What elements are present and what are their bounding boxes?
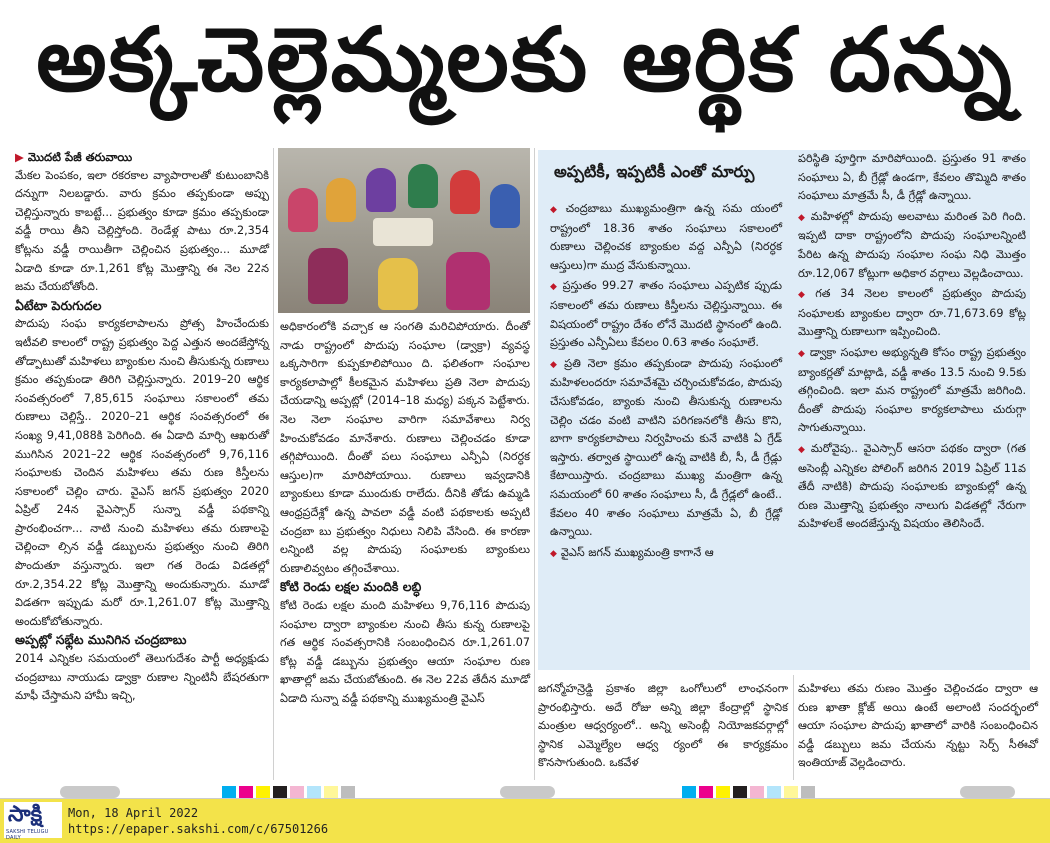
column-divider — [273, 148, 274, 780]
registration-mark — [500, 786, 555, 798]
registration-mark — [60, 786, 120, 798]
headline: అక్కచెల్లెమ్మలకు ఆర్థిక దన్ను — [36, 7, 1014, 111]
column-divider — [534, 148, 535, 780]
registration-mark — [960, 786, 1015, 798]
photo-figure — [446, 252, 490, 310]
paragraph-dwcra-collapse: అధికారంలోకి వచ్చాక ఆ సంగతి మరిచిపోయారు. దీంతో నాడు రాష్ట్రంలో పొదుపు సంఘాల (డ్వాక్రా) వ్యవస్థ ఒక్కసారిగా కుప్పకూలిపోయిం ది. ఫలితంగా సంఘాల కార్యకలాపాల్లో కీలకమైన మహిళలు ప్రతి నెలా పొదుపు చేయడాన్ని అప్పట్లో (2014–18 మధ్య) పక్కన పెట్టేశారు. నెల నెలా సంఘాల వారిగా సమావేశాలు నిర్వ హించుకోవడం మానేశారు. రుణాలు చెల్లించడం కూడా తగ్గిపోయింది. దీంతో పలు సంఘాలు ఎన్పీఏ (నిరర్ధక ఆస్తుల)గా మారిపోయాయి. రుణాలు ఇవ్వడానికి బ్యాంకులు కూడా ముందుకు రాలేదు. దీనికి తోడు ఉమ్మడి ఆంధ్రప్రదేశ్లో ఉన్న పావలా వడ్డీ వంటి పథకాలకు అప్పటి చంద్రబా బు ప్రభుత్వం నిధులు నిలిపి వేసింది. ఈ కారణా లన్నింటి వల్ల పొదుపు సంఘాలకు బ్యాంకులు రుణాలివ్వటం తగ్గించేశాయి. — [280, 320, 530, 575]
box-title: అప్పటికీ, ఇప్పటికీ ఎంతో మార్పు — [554, 162, 755, 181]
photo-figure — [378, 258, 418, 310]
diamond-bullet-icon: ◆ — [798, 212, 807, 223]
color-registration-bar — [222, 786, 355, 798]
diamond-bullet-icon: ◆ — [550, 205, 562, 215]
publication-date: Mon, 18 April 2022 — [68, 806, 199, 820]
article-column-2 — [280, 318, 530, 708]
diamond-bullet-icon: ◆ — [798, 290, 812, 301]
box-point-text: చంద్రబాబు ముఖ్యమంత్రిగా ఉన్న సమ యంలో రాష్ట్రంలో 18.36 శాతం సంఘాలు సకాలంలో రుణాలు చెల్లించక బ్యాంకుల వద్ద ఎన్పీఏ (నిరర్ధక ఆస్తులు)గా ముద్ర వేసుకున్నాయి. — [550, 202, 782, 272]
box-point — [798, 208, 1026, 283]
box-point — [550, 277, 782, 352]
arrow-icon: ▶ — [15, 150, 24, 164]
jump-line — [15, 148, 269, 167]
box-point-text: మహిళల్లో పొదుపు అలవాటు మరింత పెరి గింది. ఇప్పటి దాకా రాష్ట్రంలోని పొదుపు సంఘాలన్నింటి పేరిట ఉన్న పొదుపు సంఘాల సంఘ నిధి మొత్తం రూ.12,067 కోట్లుగా అధికార వర్గాలు వెల్లడించాయి. — [798, 209, 1026, 280]
column-divider — [793, 675, 794, 780]
box-continuation: పరిస్థితి పూర్తిగా మారిపోయింది. ప్రస్తుతం 91 శాతం సంఘాలు ఏ, బీ గ్రేడ్లో ఉండగా, కేవలం తొమ్మిది శాతం సంఘాలు మాత్రమే సీ, డీ గ్రేడ్లో ఉన్నాయి. — [798, 152, 1026, 203]
jump-label: మొదటి పేజీ తరువాయి — [27, 150, 133, 164]
diamond-bullet-icon: ◆ — [550, 282, 559, 293]
source-url[interactable]: https://epaper.sakshi.com/c/67501266 — [68, 822, 329, 836]
photo-figure — [308, 248, 348, 304]
photo-figure — [408, 164, 438, 208]
box-point-text: వైఎస్ జగన్ ముఖ్యమంత్రి కాగానే ఆ — [560, 545, 714, 559]
box-point-text: మరోవైపు.. వైఎస్సార్ ఆసరా పథకం ద్వారా (గత అసెంబ్లీ ఎన్నికల పోలింగ్ జరిగిన 2019 ఏప్రిల్ 11వ తేదీ నాటికి) పొదుపు సంఘాలకు బ్యాంకుల్లో ఉన్న రుణ మొత్తాన్ని ప్రభుత్వం నాలుగు విడతల్లో నేరుగా మహిళలకే అందజేస్తున్న విషయం తెలిసిందే. — [798, 441, 1027, 531]
logo-text: సాక్షి — [8, 802, 43, 827]
paragraph-chandrababu: 2014 ఎన్నికల సమయంలో తెలుగుదేశం పార్టీ అధ్యక్షుడు చంద్రబాబు నాయుడు డ్వాక్రా రుణాల న్నింటినీ బేషరతుగా మాఫీ చేస్తామని హామీ ఇచ్చి, — [15, 652, 269, 703]
paragraph-beneficiaries: కోటి రెండు లక్షల మంది మహిళలు 9,76,116 పొదుపు సంఘాల ద్వారా బ్యాంకుల నుంచి తీసు కున్న రుణాలపై గత ఆర్థిక సంవత్సరానికి సంబంధించిన రూ.1,261.07 కోట్ల వడ్డీ డబ్బును ప్రభుత్వం ఆయా సంఘాల రుణ ఖాతాల్లో జమ చేయబోతుంది. ఈ నెల 22వ తేదీన మూడో ఏడాది సున్నా వడ్డీ పథకాన్ని ముఖ్యమంత్రి వైఎస్ — [280, 598, 530, 705]
logo-subtext: SAKSHI TELUGU DAILY — [6, 829, 49, 841]
color-registration-bar — [682, 786, 815, 798]
sakshi-logo — [4, 802, 62, 841]
diamond-bullet-icon: ◆ — [550, 548, 557, 559]
box-point — [798, 344, 1026, 438]
photo-figure — [490, 184, 520, 228]
box-point — [550, 200, 782, 275]
photo-figure — [288, 188, 318, 232]
box-column-b — [798, 150, 1026, 536]
subheading-beneficiaries: కోటి రెండు లక్షల మందికి లబ్ధి — [280, 579, 422, 595]
article-column-1 — [15, 148, 269, 706]
article-column-4 — [798, 680, 1038, 773]
photo-women-meeting — [278, 148, 530, 313]
box-point — [550, 544, 782, 564]
box-point-text: డ్వాక్రా సంఘాల అభ్యున్నతి కోసం రాష్ట్ర ప్రభుత్వం బ్యాంకర్లతో మాట్లాడి, వడ్డీ శాతం 13.5 నుంచి 9.5కు తగ్గించింది. ఇలా మన రాష్ట్రంలో మాత్రమే జరిగింది. దీంతో పొదుపు సంఘాల కార్యకలాపాలు చురుగ్గా సాగుతున్నాయి. — [798, 345, 1026, 435]
subheading-chandrababu: అప్పట్లో సభ్లేట మునిగిన చంద్రబాబు — [15, 632, 187, 648]
box-point-text: ప్రస్తుతం 99.27 శాతం సంఘాలు ఎప్పటిక ప్పుడు సకాలంలో తమ రుణాలు కిస్తీలను చెల్లిస్తున్నాయి. ఈ విషయంలో రాష్ట్రం దేశం లోనే మొదటి స్థానంలో ఉంది. ప్రస్తుతం ఎన్పీఏలు కేవలం 0.63 శాతం సంఘాలే. — [550, 279, 782, 350]
diamond-bullet-icon: ◆ — [550, 359, 561, 370]
box-point-text: ప్రతి నెలా క్రమం తప్పకుండా పొదుపు సంఘంలో మహిళలందరూ సమావేశమై చర్చించుకోవడం, పొదుపు చేసుకోవడం, బ్యాంకు నుంచి తీసుకున్న రుణాలను చెల్లిం చడం వంటి వాటిని పరిగణనలోకి తీసు కొని, బాగా కార్యకలాపాలు నిర్వహించు కునే వాటికి ఏ గ్రేడ్ ఇస్తారు. తర్వాత స్థాయిలో ఉన్న వాటికి బీ, సీ, డీ గ్రేడ్లు కేటాయిస్తారు. చంద్రబాబు ముఖ్య మంత్రిగా ఉన్న సమయంలో 60 శాతం సంఘాలు సీ, డీ గ్రేడ్లలో ఉంటే.. కేవలం 40 శాతం సంఘాలు మాత్రమే ఏ, బీ గ్రేడ్లో ఉన్నాయి. — [550, 356, 782, 539]
paragraph-closing: మహిళలు తమ రుణం మొత్తం చెల్లించడం ద్వారా ఆ రుణ ఖాతా క్లోజ్ అయి ఉంటే అలాంటి సందర్భంలో ఆయా సంఘాల పొదుపు ఖాతాలో వారికి సంబంధించిన వడ్డీ డబ్బులు జమ చేయను న్నట్టు సెర్ప్ సీఈవో ఇంతియాజ్ వెల్లడించారు. — [798, 682, 1038, 770]
box-column-a — [550, 200, 782, 565]
subheading-growth: ఏటేటా పెరుగుదల — [15, 297, 102, 313]
box-point — [550, 355, 782, 542]
box-point — [798, 440, 1026, 534]
paragraph-growth: పొదుపు సంఘ కార్యకలాపాలను ప్రోత్స హించేందుకు ఇటీవలి కాలంలో రాష్ట్ర ప్రభుత్వం పెద్ద ఎత్తున అందజేస్తోన్న తోడ్పాటుతో మహిళలు బ్యాంకుల నుంచి తీసుకున్న రుణాలు క్రమం తప్పకుండా తిరిగి చెల్లిస్తున్నారు. 2019–20 ఆర్థిక సంవత్సరంలో 7,85,615 సంఘాలు సకాలంలో తమ రుణాలు చెల్లిస్తే.. 2020–21 ఆర్థిక సంవత్సరంలో ఈ సంఖ్య 9,41,088కి పెరిగింది. ఈ ఏడాది మార్చి ఆఖరుతో ముగిసిన 2021–22 ఆర్థిక సంవత్సరంలో 9,76,116 సంఘాలకు చెందిన మహిళలు తమ రుణ కిస్తీలను సకాలంలో చెల్లిం చారు. వైఎస్ జగన్ ప్రభుత్వం 2020 ఏప్రిల్ 24న వైఎస్సార్ సున్నా వడ్డీ పథకాన్ని ప్రారంభించగా... నాటి నుంచి మహిళలు తమ రుణాలపై చెల్లించా ల్సిన వడ్డీ డబ్బులను ప్రభుత్వం నుంచి తిరిగి పొందుతూ వస్తున్నారు. ఇలా గత రెండు విడతల్లో రూ.2,354.22 కోట్ల మొత్తాన్ని అందుకున్నారు. మూడో విడతగా ఇప్పుడు మరో రూ.1,261.07 కోట్ల మొత్తాన్ని అందుకోబోతున్నారు. — [15, 317, 269, 628]
article-column-3 — [538, 680, 788, 773]
diamond-bullet-icon: ◆ — [798, 444, 807, 455]
epaper-footer — [0, 798, 1050, 843]
paragraph-launch: జగన్మోహన్రెడ్డి ప్రకాశం జిల్లా ఒంగోలులో లాంఛనంగా ప్రారంభిస్తారు. అదే రోజు అన్ని జిల్లా కేంద్రాల్లో స్థానిక మంత్రుల ఆధ్వర్యంలో.. అన్ని అసెంబ్లీ నియోజకవర్గాల్లో స్థానిక ఎమ్మెల్యేల ఆధ్వ ర్యంలో ఈ కార్యక్రమం కొనసాగుతుంది. ఒకవేళ — [538, 682, 788, 770]
photo-figure — [450, 170, 480, 214]
intro-paragraph: మేకల పెంపకం, ఇలా రకరకాల వ్యాపారాలతో కుటుంబానికి దన్నుగా నిలబడ్డారు. వారు క్రమం తప్పకుండా అప్పు చెల్లిస్తున్నారు కాబట్టే... ప్రభుత్వం కూడా క్రమం తప్పకుండా వడ్డీ రాయి తీని చెల్లిస్తోంది. రెండేళ్ల పాటు రూ.2,354 కోట్లను వడ్డీ రాయితీగా చెల్లించిన ప్రభుత్వం... మూడో ఏడాది కూడా రూ.1,261 కోట్ల మొత్తాన్ని ఈ నెల 22న జమ చేయబోతోంది. — [15, 168, 269, 294]
box-point-text: గత 34 నెలల కాలంలో ప్రభుత్వం పొదుపు సంఘాలకు బ్యాంకుల ద్వారా రూ.71,673.69 కోట్ల మొత్తాన్ని రుణాలుగా ఇప్పించింది. — [798, 287, 1027, 339]
diamond-bullet-icon: ◆ — [798, 348, 806, 359]
photo-figure — [326, 178, 356, 222]
photo-papers — [373, 218, 433, 246]
photo-figure — [366, 168, 396, 212]
box-point — [798, 285, 1026, 342]
